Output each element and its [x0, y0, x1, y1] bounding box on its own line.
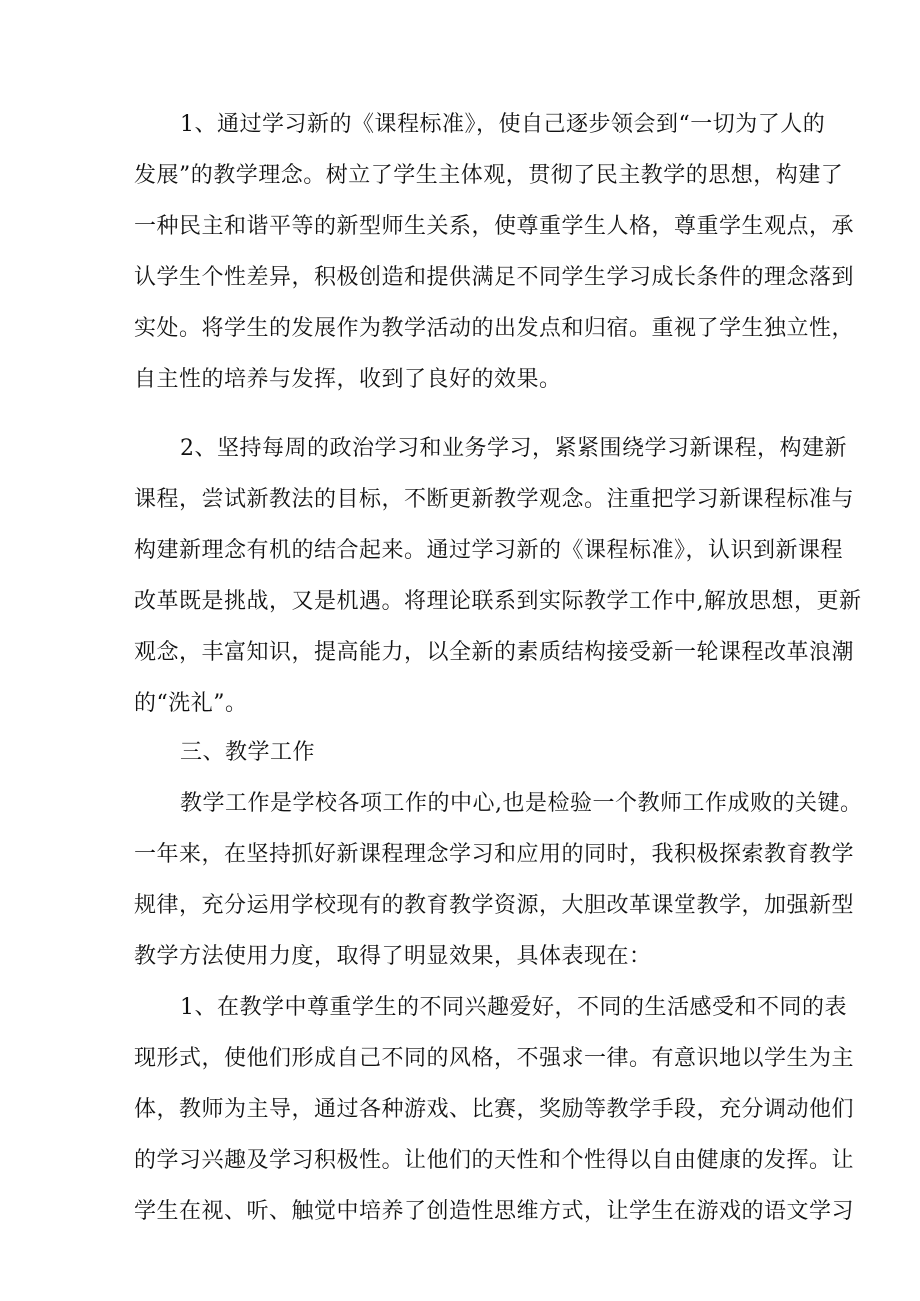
section-heading: 三、教学工作 — [180, 740, 316, 765]
text-line: 的“洗礼”。 — [134, 691, 248, 716]
text-line: 实处。将学生的发展作为教学活动的出发点和归宿。重视了学生独立性， — [134, 316, 855, 341]
text-line: 2、坚持每周的政治学习和业务学习，紧紧围绕学习新课程，构建新 — [180, 436, 847, 461]
text-line: 教学方法使用力度，取得了明显效果，具体表现在： — [134, 944, 652, 969]
text-line: 1、通过学习新的《课程标准》，使自己逐步领会到“一切为了人的 — [180, 112, 826, 137]
text-line: 体，教师为主导，通过各种游戏、比赛，奖励等教学手段，充分调动他们 — [134, 1097, 855, 1122]
text-line: 认学生个性差异，积极创造和提供满足不同学生学习成长条件的理念落到 — [134, 265, 855, 290]
text-line: 课程，尝试新教法的目标，不断更新教学观念。注重把学习新课程标准与 — [134, 487, 855, 512]
text-line: 自主性的培养与发挥，收到了良好的效果。 — [134, 367, 562, 392]
text-line: 的学习兴趣及学习积极性。让他们的天性和个性得以自由健康的发挥。让 — [134, 1148, 855, 1173]
text-line: 构建新理念有机的结合起来。通过学习新的《课程标准》，认识到新课程 — [134, 538, 844, 563]
text-line: 学生在视、听、触觉中培养了创造性思维方式，让学生在游戏的语文学习 — [134, 1199, 855, 1224]
text-line: 规律，充分运用学校现有的教育教学资源，大胆改革课堂教学，加强新型 — [134, 893, 855, 918]
text-line: 一年来，在坚持抓好新课程理念学习和应用的同时，我积极探索教育教学 — [134, 842, 855, 867]
text-line: 现形式，使他们形成自己不同的风格，不强求一律。有意识地以学生为主 — [134, 1046, 855, 1071]
text-line: 1、在教学中尊重学生的不同兴趣爱好，不同的生活感受和不同的表 — [180, 995, 847, 1020]
text-line: 教学工作是学校各项工作的中心,也是检验一个教师工作成败的关键。 — [180, 791, 863, 816]
text-line: 一种民主和谐平等的新型师生关系，使尊重学生人格，尊重学生观点，承 — [134, 214, 855, 239]
text-line: 改革既是挑战，又是机遇。将理论联系到实际教学工作中,解放思想，更新 — [134, 589, 862, 614]
text-line: 发展”的教学理念。树立了学生主体观，贯彻了民主教学的思想，构建了 — [134, 163, 844, 188]
text-line: 观念，丰富知识，提高能力，以全新的素质结构接受新一轮课程改革浪潮 — [134, 640, 855, 665]
